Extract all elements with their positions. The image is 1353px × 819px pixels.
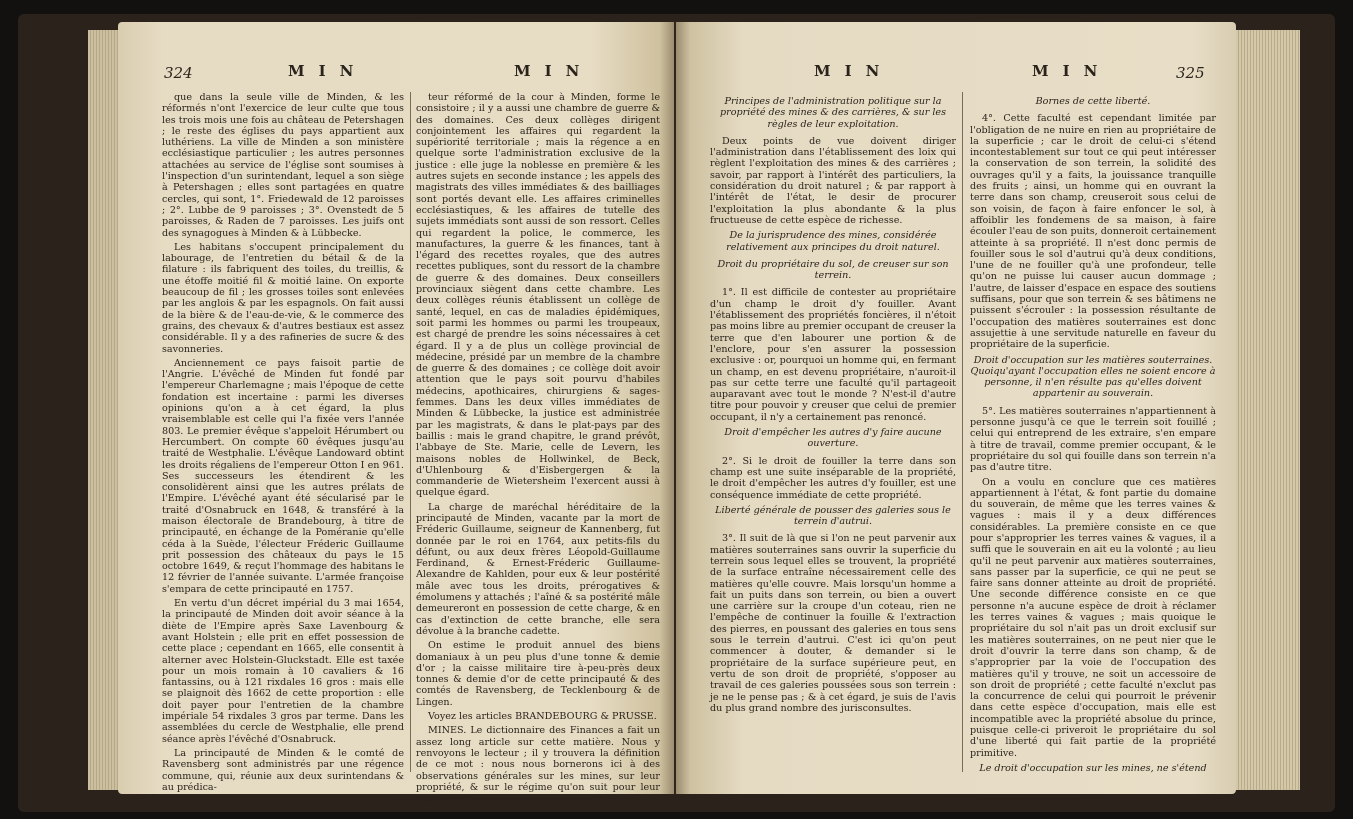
paragraph: La principauté de Minden & le comté de Ravensberg sont administrés par une régence commune, qui, réunie aux deux surintendans & au prédica- bbox=[162, 747, 404, 793]
right-page-edges bbox=[1236, 30, 1300, 790]
paragraph: Anciennement ce pays faisoit partie de l'Angrie. L'évêché de Minden fut fondé par l'empereur Charlemagne ; mais l'époque de cette fondation est incertaine : parmi les diverses opinions qu'on a à cet égard, la plus vraisemblable est celle qui l'a fixée vers l'année 803. Le premier évêque s'appeloit Hérumbert ou Hercumbert. On compte 60 évêques jusqu'au traité de Westphalie. L'évêque Landoward obtint les droits régaliens de l'empereur Otton I en 961. Ses successeurs les étendirent & les consolidèrent ainsi que les autres prélats de l'Empire. L'évêché ayant été sécularisé par le traité d'Osnabruck en 1648, & transféré à la maison électorale de Brandebourg, à titre de principauté, en échange de la Poméranie qu'elle céda à la Suède, l'électeur Fréderic Guillaume prit possession des châteaux du pays le 15 octobre 1649, & reçut l'hommage des habitans le 12 février de l'année suivante. L'armée françoise s'empara de cette principauté en 1757. bbox=[162, 357, 404, 595]
subheading: Le droit d'occupation sur les mines, ne s'étend bbox=[979, 762, 1207, 774]
paragraph: 3°. Il suit de là que si l'on ne peut parvenir aux matières souterraines sans ouvrir la superficie du terrein sous lequel elles se trouvent, la propriété de la surface entraîne nécessairement celle des matières qu'elle couvre. Mais lorsqu'un homme a fait un puits dans son terrein, ou bien a ouvert une carrière sur la croupe d'un coteau, rien ne l'empêche de continuer la fouille & l'extraction des pierres, en poussant des galeries en tous sens sous le terrein d'autrui. C'est ici qu'on peut commencer à douter, & demander si le propriétaire de la surface supérieure peut, en vertu de son droit de propriété, s'opposer au travail de ces galeries poussées sous son terrein : je ne le pense pas ; & à cet égard, je suis de l'avis du plus grand nombre des jurisconsultes. bbox=[710, 533, 956, 714]
section-title: Principes de l'administration politique sur la propriété des mines & des carrières, & sur les règles de leur exploitation. bbox=[719, 96, 947, 130]
right-column-1 bbox=[710, 92, 956, 717]
paragraph: que dans la seule ville de Minden, & les réformés n'ont l'exercice de leur culte que tous les trois mois une fois au château de Petershagen ; le reste des églises du pays appartient aux luthériens. La ville de Minden a son ministère ecclésiastique particulier ; les autres personnes attachées au service de l'église sont soumises à l'inspection d'un surintendant, lequel a son siège à Petershagen ; elles sont partagées en quatre cercles, qui sont, 1°. Friedewald de 12 paroisses ; 2°. Lubbe de 9 paroisses ; 3°. Ovenstedt de 5 paroisses, & Raden de 7 paroisses. Les juifs ont des synagogues à Minden & à Lübbecke. bbox=[162, 92, 404, 239]
subheading: Liberté générale de pousser des galeries sous le terrein d'autrui. bbox=[715, 504, 951, 528]
right-page bbox=[676, 22, 1236, 794]
right-column-2 bbox=[970, 92, 1216, 780]
paragraph: Voyez les articles BRANDEBOURG & PRUSSE. bbox=[428, 711, 657, 723]
paragraph: En vertu d'un décret impérial du 3 mai 1654, la principauté de Minden doit avoir séance à la diète de l'Empire après Saxe Lavenbourg & avant Holstein ; elle prit en effet possession de cette place ; cependant en 1665, elle consentit à alterner avec Holstein-Gluckstadt. Elle est taxée pour un mois romain à 10 cavaliers & 16 fantassins, ou à 121 rixdales 16 gros : mais elle se plaignoit dès 1662 de cette proportion : elle doit payer pour l'entretien de la chambre impériale 54 rixdales 3 gros par terme. Dans les assemblées du cercle de Westphalie, elle prend séance après l'évêché d'Osnabruck. bbox=[162, 598, 404, 745]
right-header-1: MIN bbox=[814, 62, 894, 80]
paragraph: Les habitans s'occupent principalement du labourage, de l'entretien du bétail & de la filature : ils fabriquent des toiles, du treillis, & une étoffe moitié fil & moitié laine. On exporte beaucoup de fil ; les grosses toiles sont enlevées par les anglois & par les espagnols. On fait aussi de la bière & de l'eau-de-vie, & le commerce des grains, des chevaux & d'autres bestiaux est assez considérable. Il y a des rafineries de sucre & des savonneries. bbox=[162, 241, 404, 355]
left-page-edges bbox=[88, 30, 118, 790]
subheading: De la jurisprudence des mines, considérée relativement aux principes du droit naturel. bbox=[726, 230, 940, 253]
right-header-2: MIN bbox=[1032, 62, 1112, 80]
subheading: Droit du propriétaire du sol, de creuser sur son terrein. bbox=[717, 258, 949, 282]
left-header-2: MIN bbox=[514, 62, 594, 80]
left-column-rule bbox=[410, 92, 411, 772]
paragraph: teur réformé de la cour à Minden, forme le consistoire ; il y a aussi une chambre de guerre & des domaines. Ces deux collèges dirigent conjointement les affaires qui regardent la supériorité territoriale ; mais la régence a en quelque sorte l'administration exclusive de la justice : elle juge la noblesse en première & les autres sujets en seconde instance ; les appels des magistrats des villes immédiates & des bailliages sont portés devant elle. Les affaires criminelles ecclésiastiques, & les affaires de tutelle des sujets immédiats sont aussi de son ressort. Celles qui regardent la police, le commerce, les manufactures, la guerre & les finances, tant à l'égard des recettes royales, que des autres recettes publiques, sont du ressort de la chambre de guerre & des domaines. Deux conseillers provinciaux siègent dans cette chambre. Les deux collèges réunis établissent un collège de santé, lequel, en cas de maladies épidémiques, soit parmi les hommes ou parmi les troupeaux, est chargé de prendre les soins nécessaires à cet égard. Il y a de plus un collège provincial de médecine, présidé par un membre de la chambre de guerre & des domaines ; ce collège doit avoir attention que le pays soit pourvu d'habiles médecins, apothicaires, chirurgiens & sages-femmes. Dans les deux villes immédiates de Minden & Lübbecke, la justice est administrée par les magistrats, & dans le plat-pays par des baillis : mais le grand chapitre, le grand prévôt, l'abbaye de Ste. Marie, celle de Levern, les maisons nobles de Hollwinkel, de Beck, d'Uhlenbourg & d'Eisbergergen & la commanderie de Wietersheim l'exercent aussi à quelque égard. bbox=[416, 92, 660, 499]
paragraph: Deux points de vue doivent diriger l'administration dans l'établissement des loix qui règlent l'exploitation des mines & des carrières ; savoir, par rapport à l'intérêt des particuliers, la considération du droit naturel ; & par rapport à l'intérêt de l'état, le desir de procurer l'exploitation la plus abondante & la plus fructueuse de cette espèce de richesse. bbox=[710, 135, 956, 226]
paragraph: 5°. Les matières souterraines n'appartiennent à personne jusqu'à ce que le terrein soit fouillé ; celui qui entreprend de les extraire, s'en empare à titre de travail, comme premier occupant, & le propriétaire du sol qui fouille dans son terrein n'a pas d'autre titre. bbox=[970, 405, 1216, 474]
paragraph: On a voulu en conclure que ces matières appartiennent à l'état, & font partie du domaine du souverain, de même que les terres vaines & vagues : mais il y a deux différences considérables. La première consiste en ce que pour s'approprier les terres vaines & vagues, il a suffi que le souverain en ait eu la volonté ; au lieu qu'il ne peut parvenir aux matières souterraines, sans passer par la superficie, ce qui ne peut se faire sans donner atteinte au droit de propriété. Une seconde différence consiste en ce que personne n'a aucune espèce de droit à réclamer les terres vaines & vagues ; mais quoique le propriétaire du sol n'ait pas un droit exclusif sur les matières souterraines, on ne peut nier que le droit d'ouvrir la terre dans son champ, & de s'approprier par la voie de l'occupation des matières qu'il y trouve, ne soit un accessoire de son droit de propriété ; cette faculté n'exclut pas la concurrence de celui qui pourroit le prévenir dans cette espèce d'occupation, mais elle est incompatible avec la propriété absolue du prince, puisque celle-ci priveroit le propriétaire du sol d'une liberté qui fait partie de la propriété primitive. bbox=[970, 476, 1216, 759]
subheading: Droit d'empêcher les autres d'y faire aucune ouverture. bbox=[724, 427, 942, 450]
left-column-2 bbox=[416, 92, 660, 807]
subheading: Droit d'occupation sur les matières souterraines. Quoiqu'ayant l'occupation elles ne soient encore à personne, il n'en résulte pas qu'elles doivent appartenir au souverain. bbox=[970, 354, 1216, 400]
left-column-1 bbox=[162, 92, 404, 796]
paragraph: 1°. Il est difficile de contester au propriétaire d'un champ le droit d'y fouiller. Avant l'établissement des propriétés foncières, il n'étoit pas moins libre au premier occupant de creuser la terre que d'en labourer une portion & de l'enclore, pour s'en assurer la possession exclusive : or, pourquoi un homme qui, en fermant un champ, en est devenu propriétaire, n'auroit-il pas sur cette terre une faculté qu'il partageoit auparavant avec tout le monde ? N'est-il d'autre titre pour pouvoir y creuser que celui de premier occupant, il n'y a certainement pas renoncé. bbox=[710, 287, 956, 423]
paragraph: 2°. Si le droit de fouiller la terre dans son champ est une suite inséparable de la propriété, le droit d'empêcher les autres d'y fouiller, est une conséquence immédiate de cette propriété. bbox=[710, 455, 956, 501]
right-page-number: 325 bbox=[1176, 64, 1205, 82]
left-page-number: 324 bbox=[164, 64, 193, 82]
paragraph: On estime le produit annuel des biens domaniaux à un peu plus d'une tonne & demie d'or ; la caisse militaire tire à-peu-près deux tonnes & demie d'or de cette principauté & des comtés de Ravensberg, de Tecklenbourg & de Lingen. bbox=[416, 640, 660, 708]
paragraph: 4°. Cette faculté est cependant limitée par l'obligation de ne nuire en rien au propriétaire de la superficie ; car le droit de celui-ci s'étend incontestablement sur tout ce qui peut intéresser la conservation de son terrein, la solidité des ouvrages qu'il y a faits, la jouissance tranquille des fruits ; ainsi, un homme qui en ouvrant la terre dans son champ, creuseroit sous celui de son voisin, de façon à faire enfoncer le sol, à affoiblir les fondemens de sa maison, à faire écouler l'eau de son puits, donneroit certainement atteinte à sa propriété. Il n'est donc permis de fouiller sous le sol d'autrui qu'à deux conditions, l'une de ne fouiller qu'à une profondeur, telle qu'on ne puisse lui causer aucun dommage ; l'autre, de laisser d'espace en espace des soutiens suffisans, pour que son terrein & ses bâtimens ne puissent s'écrouler : la possession résultante de l'occupation des matières souterraines est donc assujettie à une servitude naturelle en faveur du propriétaire de la superficie. bbox=[970, 113, 1217, 351]
right-column-rule bbox=[962, 92, 963, 772]
left-page bbox=[118, 22, 674, 805]
paragraph: La charge de maréchal héréditaire de la principauté de Minden, vacante par la mort de Fréderic Guillaume, seigneur de Kannenberg, fut donnée par le roi en 1764, aux petits-fils du défunt, ou aux deux frères Léopold-Guillaume Ferdinand, & Ernest-Fréderic Guillaume-Alexandre de Kahlden, pour eux & leur postérité mâle avec tous les droits, prérogatives & émolumens y attachés ; l'aîné & sa postérité mâle demeureront en possession de cette charge, & en cas d'extinction de cette branche, elle sera dévolue à la branche cadette. bbox=[416, 501, 660, 637]
paragraph: MINES. Le dictionnaire des Finances a fait un assez long article sur cette matière. Nous y renvoyons le lecteur ; il y trouvera la définition de ce mot : nous nous bornerons ici à des observations générales sur les mines, sur leur propriété, & sur le régime qu'on suit pour leur exploitation. bbox=[416, 725, 660, 805]
book-spine-shadow bbox=[660, 22, 690, 794]
left-header-1: MIN bbox=[288, 62, 368, 80]
subheading: Bornes de cette liberté. bbox=[1035, 96, 1151, 107]
